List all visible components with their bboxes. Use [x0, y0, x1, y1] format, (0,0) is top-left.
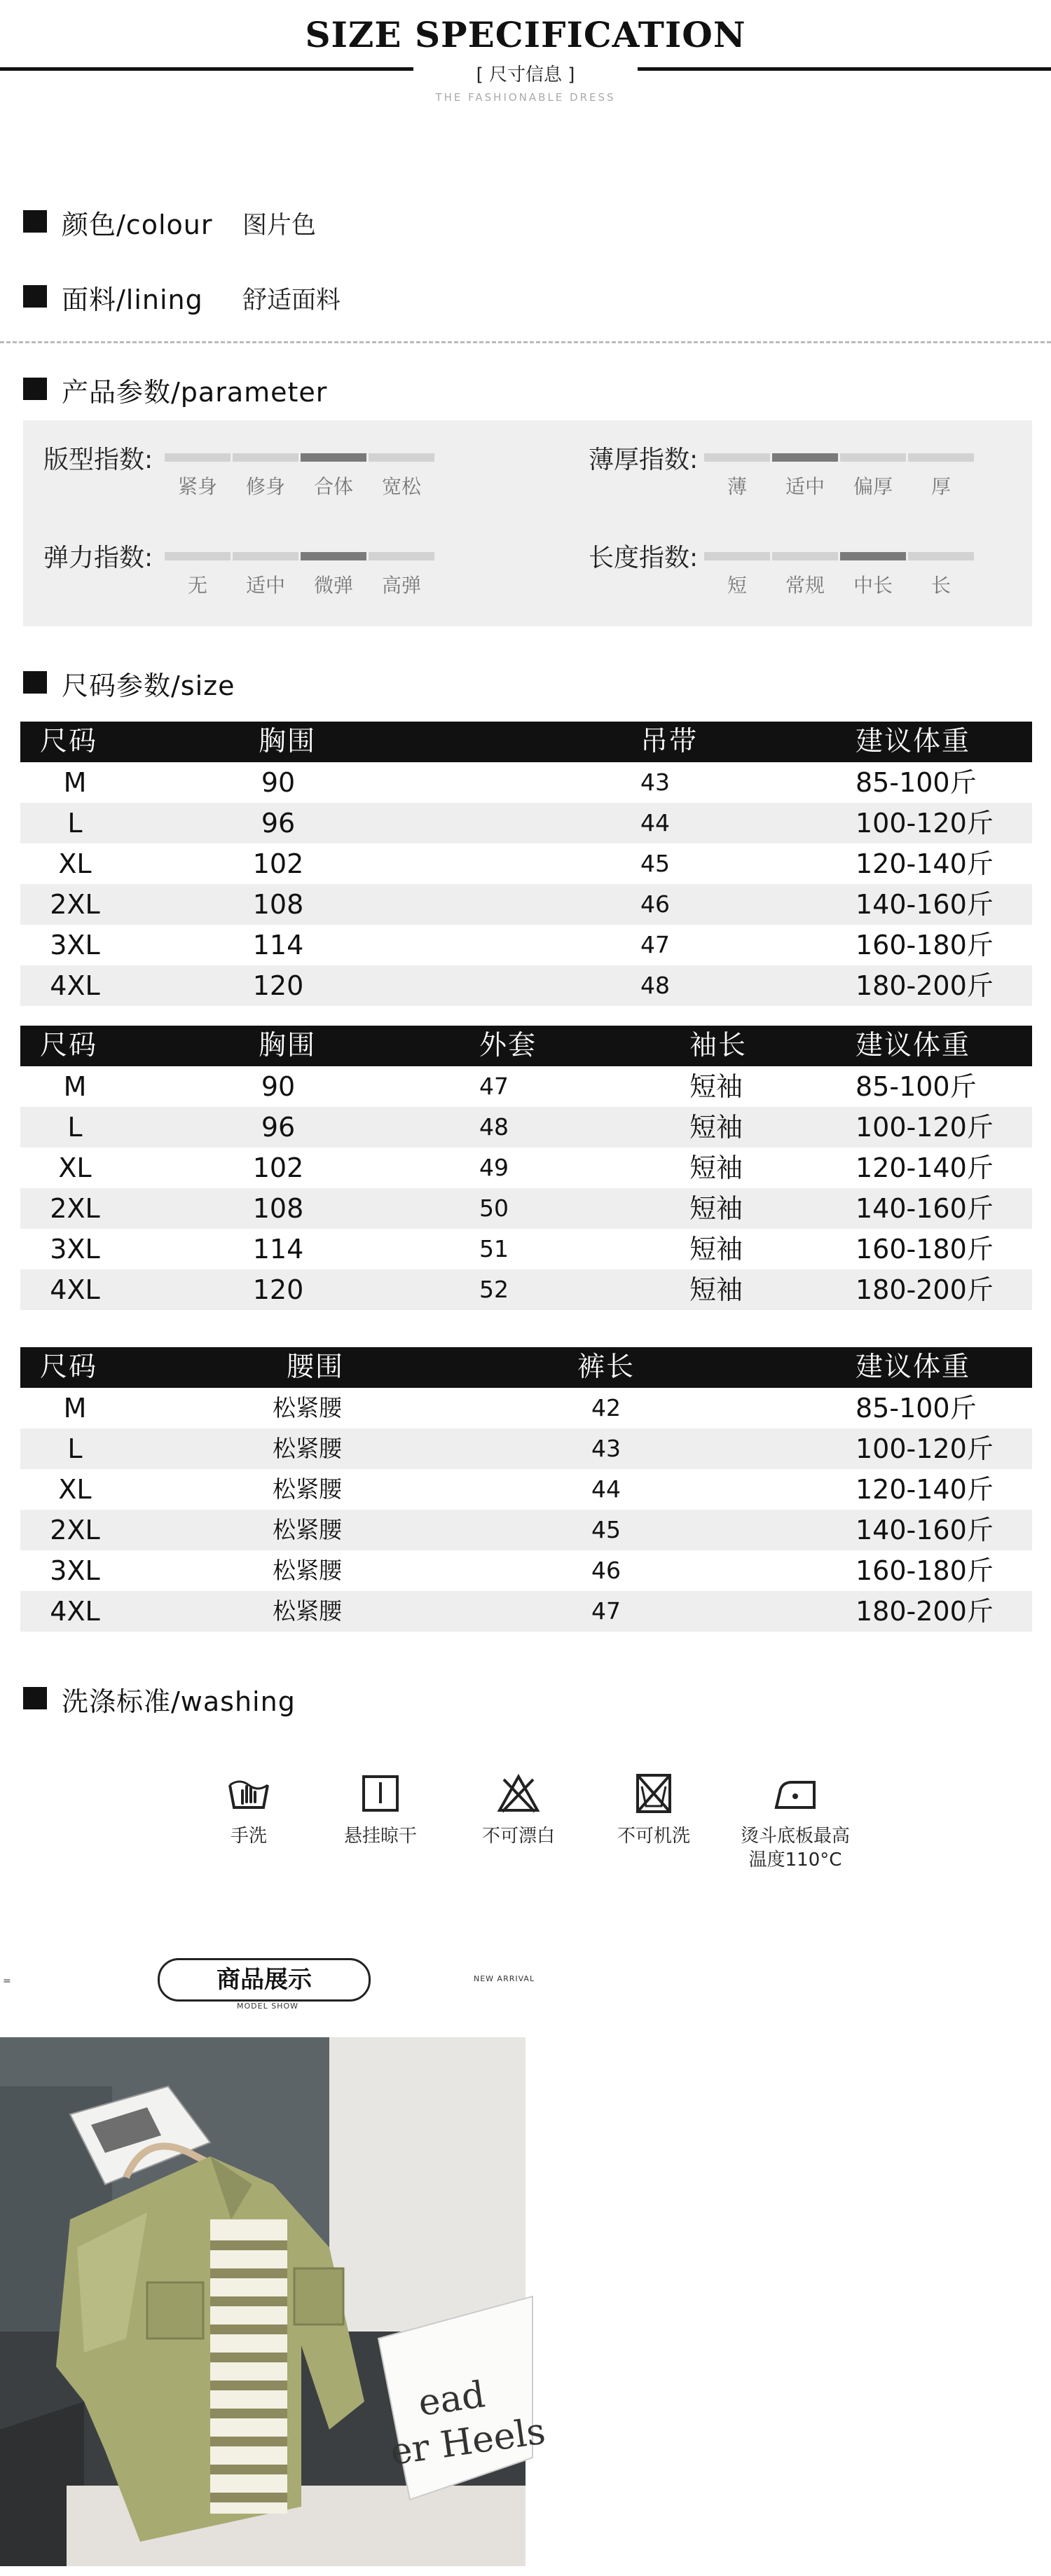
table-cell: 160-180斤: [856, 1234, 994, 1265]
table-cell: 短袖: [689, 1193, 743, 1224]
table-cell: M: [63, 767, 87, 798]
parameter-bar-selected: [772, 453, 838, 462]
table-cell: 2XL: [50, 1193, 100, 1224]
parameter-bar: [369, 453, 434, 462]
table-cell: 90: [261, 1071, 296, 1102]
table-cell: 180-200斤: [856, 970, 994, 1001]
table-header-cell: 尺码: [40, 1351, 98, 1383]
parameter-label: 版型指数:: [43, 446, 153, 474]
table-cell: 100-120斤: [856, 808, 994, 839]
table-cell: 120: [252, 970, 304, 1001]
table-cell: XL: [58, 1152, 92, 1183]
table-cell: M: [63, 1071, 87, 1102]
bullet-square-icon: [23, 210, 47, 233]
bullet-square-icon: [23, 671, 47, 694]
parameter-bar: [772, 552, 838, 560]
table-cell: 100-120斤: [856, 1433, 994, 1464]
parameter-bar: [840, 453, 906, 462]
parameter-tick: 合体: [313, 475, 353, 498]
table-cell: 松紧腰: [273, 1557, 342, 1584]
table-cell: 松紧腰: [273, 1475, 342, 1503]
table-cell: 50: [479, 1194, 509, 1222]
table-header: [20, 1347, 1032, 1388]
table-cell: 140-160斤: [856, 1515, 994, 1545]
table-cell: 3XL: [50, 1555, 100, 1586]
parameter-bar: [369, 552, 434, 560]
table-cell: 51: [479, 1235, 509, 1262]
small-mark-icon: =: [3, 1976, 11, 1987]
table-cell: 114: [252, 930, 304, 960]
table-header-cell: 尺码: [40, 726, 98, 757]
table-cell: 102: [252, 848, 304, 879]
table-cell: 90: [261, 767, 296, 798]
no-machine-wash-icon: [629, 1772, 678, 1814]
table-cell: 85-100斤: [856, 1071, 977, 1102]
table-cell: 44: [640, 809, 670, 836]
table-cell: 120-140斤: [856, 1152, 994, 1183]
table-row: [20, 1510, 1032, 1550]
svg-text:er Heels: er Heels: [387, 2410, 549, 2474]
table-cell: 46: [640, 890, 670, 918]
wash-label: 烫斗底板最高 温度110°C: [740, 1826, 850, 1871]
table-cell: 85-100斤: [856, 767, 977, 798]
parameter-bar: [233, 552, 298, 560]
colour-label: 颜色/colour: [62, 209, 213, 240]
table-cell: 44: [591, 1475, 621, 1503]
lining-value: 舒适面料: [242, 287, 341, 315]
parameter-tick: 无: [187, 574, 207, 597]
table-row: [20, 803, 1032, 843]
parameter-tick: 宽松: [381, 475, 421, 498]
table-cell: 140-160斤: [856, 889, 994, 920]
table-cell: XL: [58, 1474, 92, 1505]
table-cell: 短袖: [689, 1234, 743, 1265]
table-cell: 46: [591, 1557, 621, 1584]
wash-label: 手洗: [230, 1826, 267, 1847]
washing-heading: 洗涤标准/washing: [62, 1686, 296, 1717]
table-cell: 45: [591, 1516, 621, 1543]
svg-text:ead: ead: [415, 2374, 488, 2425]
table-cell: 114: [252, 1234, 304, 1265]
parameter-bar: [165, 552, 231, 560]
table-cell: 松紧腰: [273, 1597, 342, 1625]
wash-item-iron: [718, 1772, 872, 1872]
header-tagline: THE FASHIONABLE DRESS: [435, 91, 616, 104]
iron-icon: [771, 1772, 820, 1814]
hand-wash-icon: [224, 1772, 273, 1814]
table-row: [20, 1550, 1032, 1591]
table-cell: 180-200斤: [856, 1596, 994, 1627]
table-row: [20, 1469, 1032, 1510]
parameter-bar-selected: [301, 453, 366, 462]
table-header-cell: 建议体重: [856, 1351, 971, 1383]
parameter-bar-selected: [840, 552, 906, 560]
parameter-tick: 偏厚: [853, 475, 893, 498]
parameter-tick: 适中: [785, 475, 825, 498]
table-cell: 43: [640, 769, 670, 796]
table-cell: 2XL: [50, 1515, 100, 1545]
table-row: [20, 1388, 1032, 1428]
parameter-bar: [704, 453, 770, 462]
table-cell: 48: [479, 1113, 509, 1141]
table-header-cell: 外套: [479, 1030, 537, 1061]
wash-label: 不可机洗: [617, 1826, 690, 1847]
table-cell: 96: [261, 1112, 296, 1143]
table-cell: 102: [252, 1152, 304, 1183]
table-cell: 160-180斤: [856, 930, 994, 960]
table-cell: 48: [640, 972, 670, 999]
table-header-cell: 建议体重: [856, 726, 971, 757]
wash-label: 悬挂晾干: [343, 1826, 417, 1847]
table-cell: 短袖: [689, 1071, 743, 1102]
parameter-bar-selected: [301, 552, 366, 560]
table-cell: 短袖: [689, 1274, 743, 1305]
model-show-subtitle: MODEL SHOW: [237, 2002, 298, 2011]
table-cell: 3XL: [50, 1234, 100, 1265]
size-heading: 尺码参数/size: [62, 670, 235, 701]
table-cell: 49: [479, 1154, 509, 1181]
hang-dry-icon: [356, 1772, 405, 1814]
table-cell: 120-140斤: [856, 848, 994, 879]
table-header-cell: 腰围: [287, 1351, 345, 1383]
table-row: [20, 1428, 1032, 1469]
table-cell: 120: [252, 1274, 304, 1305]
table-cell: 160-180斤: [856, 1555, 994, 1586]
table-cell: 2XL: [50, 889, 100, 920]
parameter-bar: [704, 552, 770, 560]
table-cell: 松紧腰: [273, 1516, 342, 1543]
table-cell: 47: [591, 1597, 621, 1625]
parameter-bar: [908, 453, 974, 462]
product-photo: [0, 2037, 549, 2566]
striped-top: [210, 2219, 287, 2514]
parameter-label: 薄厚指数:: [589, 446, 699, 474]
table-cell: 108: [252, 1193, 304, 1224]
table-cell: 3XL: [50, 930, 100, 960]
table-cell: 85-100斤: [856, 1393, 977, 1424]
table-cell: 47: [640, 931, 670, 958]
table-row: [20, 1269, 1032, 1310]
table-row: [20, 843, 1032, 884]
wash-item-no-bleach: [448, 1772, 589, 1848]
table-cell: 120-140斤: [856, 1474, 994, 1505]
model-show-title: 商品展示: [158, 1958, 371, 2002]
table-header-cell: 尺码: [40, 1030, 98, 1061]
parameter-tick: 微弹: [313, 574, 353, 597]
table-cell: 43: [591, 1435, 621, 1462]
table-cell: 140-160斤: [856, 1193, 994, 1224]
wash-label: 不可漂白: [481, 1826, 555, 1847]
table-cell: 短袖: [689, 1112, 743, 1143]
parameter-bar: [165, 453, 231, 462]
table-header-cell: 袖长: [689, 1030, 748, 1061]
table-header-cell: 吊带: [640, 726, 699, 757]
table-cell: 47: [479, 1073, 509, 1100]
bullet-square-icon: [23, 1687, 47, 1709]
table-cell: 108: [252, 889, 304, 920]
table-header-cell: 胸围: [259, 726, 317, 757]
table-row: [20, 762, 1032, 803]
bullet-square-icon: [23, 378, 47, 400]
wash-item-hand-wash: [179, 1772, 319, 1848]
table-row: [20, 884, 1032, 925]
header-subtitle: [ 尺寸信息 ]: [0, 60, 1051, 86]
table-row: [20, 1148, 1032, 1188]
section-divider: [0, 341, 1051, 343]
table-cell: 短袖: [689, 1152, 743, 1183]
parameter-tick: 短: [727, 574, 747, 597]
page-title: SIZE SPECIFICATION: [305, 14, 746, 55]
table-row: [20, 1229, 1032, 1269]
parameter-tick: 厚: [930, 475, 951, 498]
parameter-heading: 产品参数/parameter: [62, 377, 328, 408]
parameter-tick: 修身: [245, 475, 285, 498]
table-cell: 96: [261, 808, 296, 839]
table-cell: XL: [58, 848, 92, 879]
table-cell: 松紧腰: [273, 1435, 342, 1462]
parameter-tick: 适中: [245, 574, 285, 597]
table-cell: 45: [640, 850, 670, 877]
table-cell: 42: [591, 1394, 621, 1421]
table-row: [20, 965, 1032, 1006]
table-cell: 180-200斤: [856, 1274, 994, 1305]
table-cell: L: [67, 1112, 83, 1143]
table-header-cell: 建议体重: [856, 1030, 971, 1061]
table-row: [20, 1066, 1032, 1107]
table-cell: 100-120斤: [856, 1112, 994, 1143]
table-header-cell: 胸围: [259, 1030, 317, 1061]
new-arrival-label: NEW ARRIVAL: [474, 1974, 535, 1983]
table-cell: L: [67, 808, 83, 839]
table-cell: 4XL: [50, 1596, 100, 1627]
table-header: [20, 1026, 1032, 1066]
parameter-bar: [908, 552, 974, 560]
parameter-label: 长度指数:: [589, 544, 699, 572]
parameter-tick: 高弹: [381, 574, 421, 597]
table-row: [20, 1107, 1032, 1148]
parameter-bar: [233, 453, 298, 462]
table-cell: 松紧腰: [273, 1394, 342, 1421]
lining-label: 面料/lining: [62, 284, 203, 315]
parameter-tick: 薄: [727, 475, 747, 498]
table-cell: 4XL: [50, 970, 100, 1001]
bullet-square-icon: [23, 285, 47, 308]
table-cell: L: [67, 1433, 83, 1464]
parameter-tick: 长: [930, 574, 951, 597]
wash-item-hang-dry: [310, 1772, 451, 1848]
parameter-label: 弹力指数:: [43, 544, 153, 572]
table-cell: 4XL: [50, 1274, 100, 1305]
parameter-tick: 紧身: [177, 475, 217, 498]
table-cell: 52: [479, 1276, 509, 1303]
table-cell: M: [63, 1393, 87, 1424]
table-row: [20, 1188, 1032, 1229]
table-row: [20, 925, 1032, 965]
colour-value: 图片色: [242, 212, 317, 240]
wash-item-no-machine-wash: [584, 1772, 724, 1848]
table-row: [20, 1591, 1032, 1632]
parameter-tick: 中长: [853, 574, 893, 597]
parameter-tick: 常规: [785, 574, 825, 597]
table-header-cell: 裤长: [577, 1351, 636, 1383]
table-header: [20, 722, 1032, 762]
no-bleach-icon: [494, 1772, 543, 1814]
